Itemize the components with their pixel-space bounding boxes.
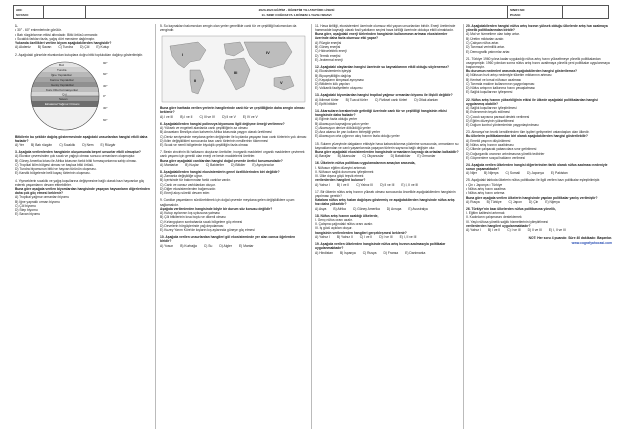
option[interactable]: C) I ve II <box>359 235 373 240</box>
q24-options <box>466 171 612 175</box>
option[interactable]: A) Yalnız I <box>315 182 330 187</box>
column-divider <box>463 24 464 429</box>
option[interactable]: C) Çocuk sayısına parasal destek verilmesi <box>466 114 530 119</box>
question-17: 17. Bir ülkenin nüfus artış hızının yüksek olması sonucunda öncelikle aşağıdakilerden hangisinin yapılması gerekir? <box>315 189 456 198</box>
diagram-label: İğne Yapraklılar <box>51 72 72 77</box>
option[interactable]: A) Yer <box>15 142 24 147</box>
q1-bullet: • Batı rüzgârlarının etkisi altındadır. Bitki örtüsü ormandır. <box>15 32 99 37</box>
option[interactable]: D) Step biyomu <box>15 208 38 213</box>
option[interactable]: C) Canlı ve cansız varlıklardan oluşur. <box>160 182 216 187</box>
map-marker: III <box>234 70 238 76</box>
option[interactable]: C) Tropikal iklim bölgesi olması ve başlıca bitki örtüsü. <box>15 162 94 167</box>
question-6: 6. Aşağıdakilerden hangisi polinezya biyomuna ilgili değişme örneği verilemez? <box>160 121 285 126</box>
option[interactable]: C) Fiziksel canlı türleri <box>374 97 408 102</box>
column-3 <box>315 24 460 255</box>
option[interactable]: C) III ve IV <box>199 114 216 119</box>
option[interactable]: A) Kutup ayılarının kış uykusuna yatması <box>160 211 220 216</box>
option[interactable]: D) Tundra biyomunun bitki ve hayvan türünün oluşması. <box>15 167 97 172</box>
option[interactable]: C) I ve III <box>507 228 521 233</box>
option[interactable]: E) Pakistan <box>550 171 568 176</box>
option[interactable]: C) Akarsuyun denize döküldüğü yerler <box>315 125 371 130</box>
option[interactable]: A) Ekosistemlerin işleyişi <box>315 69 352 74</box>
question-21: 21. Türkiye 1960 yılına kadar uyguladığı nüfus artış hızını yükseltmeye yönelik politikalardan vazgeçmiştir. 1960 yılından sonra nüfus artış hızını azaltmaya yönelik yeni politikalar uygulanmaya başlanmıştır. <box>466 56 610 69</box>
question-2: 2. Aşağıdaki görselde ekvatordan kutuplara doğru bitki toplulukları dağılışı gösterilmiştir. <box>15 52 143 57</box>
option[interactable]: A) Mal ve hizmetlere olan talep artar. <box>466 32 520 37</box>
option[interactable]: C) Japon <box>508 199 522 204</box>
option[interactable]: B) Türkiye <box>486 199 502 204</box>
diagram-label: Çöl <box>62 92 67 97</box>
exam-subtitle: 11. SINIF COĞRAFYA 1.DÖNEM 1.YAZILI SINAVI <box>261 12 332 17</box>
option[interactable]: C) Ülkede çalışacak yabancılara sınır getirilmesi <box>466 147 537 152</box>
footer-text: NOT: Her soru 4 puandır. Süre 40 dakikadır. Başarılar. <box>528 236 612 241</box>
option[interactable]: E) Göçmenlere sosyal hakların verilmesi <box>466 155 525 160</box>
option[interactable]: A) Rüzgâr enerjisi <box>315 40 342 45</box>
q1-bullet: • Sıcaklık farkları fazla, yağış dört mevsime dağılmıştır. <box>15 36 95 41</box>
option[interactable]: B) Anavatanı Brezilya olan kahvenin Afrika kıtasında yaygın olarak üretilmesi <box>160 130 272 135</box>
diagram-label: Savan <box>59 96 68 101</box>
score-label: PUANI: <box>510 12 521 17</box>
option[interactable]: E) Enerji akışı sürekli devam eder. <box>160 191 211 196</box>
option[interactable]: A) Yalnız I <box>466 228 481 233</box>
option[interactable]: B) I ve II <box>180 114 193 119</box>
diagram-label: Ekvatoral Yağmur Ormanı <box>45 101 80 106</box>
option[interactable]: E) Akarsuyun orta çığırının akış hızının fazla olduğu yerler <box>315 134 400 139</box>
option[interactable]: B) Batı rüzgârı <box>30 142 53 147</box>
option[interactable]: A) Akdeniz <box>15 45 31 50</box>
q23-question: Bu ülkelerin politikalarından biri olarak aşağıdakilerden hangisi gösterilebilir? <box>466 134 588 139</box>
option[interactable]: C) Yalnız III <box>356 182 374 187</box>
option[interactable]: C) Güney Amerika <box>352 206 380 211</box>
option[interactable]: E) I, II ve III <box>401 182 419 187</box>
map-marker: V <box>280 80 283 86</box>
option[interactable]: B) Kentsel ve kırsal nüfusun azalması <box>466 77 522 82</box>
q15-options <box>315 154 460 158</box>
q1-options <box>15 45 150 49</box>
option[interactable]: A) I ve III <box>160 114 174 119</box>
latitude-label: 60° <box>103 117 108 122</box>
option[interactable]: D) Bitkiler <box>231 162 246 167</box>
option[interactable]: D) Tarımsal verimlilik artar. <box>466 45 505 50</box>
option[interactable]: D) Ana akarsu ile yan kolların birleştiği yerler <box>315 130 381 135</box>
option[interactable]: A) Zamanla değişikliğe uğrar. <box>160 174 203 179</box>
q17-question: Katalara nüfus artış hızları dağılışını göstermiş ve aşağıdakilerden hangisinde nüfus artış hızı daha yüksektir? <box>315 198 455 207</box>
question-15: 15. Sularm yüzeyinde dalgaların etkisiyle hava kabarcıklarıma yüzlerine sonucunda, ormanların su kaynaklarından ve canlı yaşamlarında yaşayan türlerin sayısına bağlı değişim olur. <box>315 141 459 150</box>
latitude-label: 60° <box>103 71 108 76</box>
column-2 <box>160 24 307 248</box>
option[interactable]: D) Algler <box>219 243 232 248</box>
option[interactable]: D) Termik enerjisi <box>315 53 341 58</box>
diagram-label: Buz <box>59 62 65 67</box>
option[interactable]: C) Hidroelektrik enerji <box>315 49 347 54</box>
question-10: 10. Aşağıda verilen unsurlardan hangileri göl ekosisteminde yer alan cansız öğelerden biridir? <box>160 235 296 244</box>
option[interactable]: D) Develerin hörgüçlerinde yağ depolaması <box>160 223 224 228</box>
option[interactable]: A) Rusya <box>466 199 480 204</box>
option[interactable]: B) Kuşlar <box>185 162 199 167</box>
footer-link[interactable]: www.cografyahocasi.com <box>571 240 612 245</box>
column-1 <box>15 24 150 217</box>
option[interactable]: E) Avustralya <box>408 206 428 211</box>
option[interactable]: C) Kırlangıçların sonbaharda sıcak bölgelere göç etmesi <box>160 219 243 224</box>
question-12: 12. Aşağıdaki olaylardan hangisi üzerinde su kaynaklarının etkili olduğu söylenemez? <box>315 64 449 69</box>
map-marker: I <box>182 52 184 58</box>
option[interactable]: C) Rusya <box>362 250 377 255</box>
statement: I. Eğitim kalitesini artırmak <box>466 211 505 216</box>
column-divider <box>311 24 312 429</box>
option[interactable]: E) Ormanlar <box>417 154 436 159</box>
question-26: 26. Türkiye'nin bazı ülkelerden nüfus politikasına yönelik, <box>466 206 556 211</box>
q5-options <box>160 115 307 119</box>
diagram-label: Karma Yapraklılar <box>50 77 74 82</box>
statement: III. Yaşlı nüfusa yönelik sağlık hizmetlerinin iyileştirilmesi <box>466 219 548 224</box>
option[interactable]: A) İklimsel türler <box>315 97 339 102</box>
option[interactable]: B) Yalnız II <box>336 235 353 240</box>
q19-options <box>315 251 460 255</box>
option[interactable]: B) Savan <box>37 45 52 50</box>
option[interactable]: B) Akarsular <box>337 154 356 159</box>
q2-options <box>15 143 150 147</box>
statement: I. Genç nüfus oranı azalır. <box>315 217 353 222</box>
name-fill-area[interactable] <box>44 6 86 18</box>
question-22: 22. Nüfus artış hızının yüksekliğinin etkisi ile ülkede aşağıdaki politikalardan hangisi uygulanmış olabilir? <box>466 97 598 106</box>
option[interactable]: D) Fransa <box>383 250 399 255</box>
option[interactable]: E) Epifit bitkiler <box>315 101 337 106</box>
option[interactable]: E) IV ve V <box>242 114 258 119</box>
q26-options <box>466 228 612 232</box>
latitude-label: 30° <box>103 83 108 88</box>
option[interactable]: C) Deniz seviyesinde meydana gelen değişimler ile kıyılarda yaşayan bazı canlı türlerinin yok olması <box>160 134 307 139</box>
exam-title <box>86 6 508 18</box>
option[interactable]: B) Üretim miktarları azalır. <box>466 36 505 41</box>
q13-options <box>315 98 460 106</box>
surname-label: SOYADI: <box>16 12 29 17</box>
option[interactable]: B) Afrika <box>333 206 346 211</box>
option[interactable]: A) Eğimin fazla olduğu yerler <box>315 117 358 122</box>
latitude-label: 0° <box>103 93 106 98</box>
question-9: 9. Canlılar yaşamlarını sürdürebilmek için doğal çevrede meydana gelen değişikliklere uyum sağlamalıdır. <box>160 198 295 207</box>
q16-options <box>315 183 460 187</box>
option[interactable]: C) Çöl biyomu <box>15 203 36 208</box>
q5-question: Buna göre haritada verilen yerlerin hangilerinde canlı tür ve çeşitliliğinin daha zengin olması beklenir? <box>160 106 305 115</box>
option[interactable]: B) Tuzcul türler <box>345 97 368 102</box>
map-marker: IV <box>266 50 270 56</box>
world-map <box>160 34 307 104</box>
option[interactable]: E) Mantar <box>238 243 254 248</box>
column-4 <box>466 24 612 245</box>
option[interactable]: D) II ve III <box>527 228 542 233</box>
option[interactable]: A) Yalnız I <box>315 235 330 240</box>
option[interactable]: E) Kuzey Yarım Küre'de kışların kış aylarında güneye göç etmesi <box>160 228 255 233</box>
option[interactable]: C) Okyanuslar <box>362 154 384 159</box>
option[interactable]: C) Sıcaklık <box>59 142 76 147</box>
option[interactable]: B) Çöl bitkilerinin kısa boylu ve dikenli olması <box>160 215 226 220</box>
option[interactable]: B) İspanya <box>339 250 356 255</box>
question-8: 8. Aşağıdakilerden hangisi ekosistemlerin genel özelliklerinden biri değildir? <box>160 169 280 174</box>
option[interactable]: B) Akarsuyun kaynağına yakın yerler <box>315 121 369 126</box>
q7-question: Buna göre aşağıdaki canlılardan hangisi doğal çevrede üretici konumundadır? <box>160 158 283 163</box>
option[interactable]: D) Eğitim düzeyinin yükseltilmesi <box>466 118 515 123</box>
option[interactable]: C) Somali <box>505 171 520 176</box>
statement: II. Çalışma çağındaki nüfus oranı azalır. <box>315 222 373 227</box>
latitude-label: 30° <box>103 105 108 110</box>
statement: • Nüfus artış hızını artırma <box>466 191 505 196</box>
question-13: 13. Aşağıdaki biyomlardan hangisi tropikal yağmur ormanları biyomu ile ilişkili değildir? <box>315 93 453 98</box>
option[interactable]: E) Sağlık koşullarının iyileşmesi <box>466 90 513 95</box>
option[interactable]: D) Çöl <box>80 45 90 50</box>
statement: III. İş gücü açıkları oluşur. <box>315 226 353 231</box>
exam-header <box>13 5 609 19</box>
statement: I. Nüfusun eğitim düzeyini artırmak <box>315 165 366 170</box>
diagram-label: Kuru Otlu Formasyonlar <box>46 87 78 92</box>
option[interactable]: D) Japonya <box>526 171 544 176</box>
option[interactable]: B) İçerisinde tür bakımından farklı canlılar vardır. <box>160 178 231 183</box>
option[interactable]: E) Rüzgâr <box>100 142 116 147</box>
option[interactable]: B) Güney Amerika kıtası ile Afrika kıtasının farklı bitki formasyonlarına sahip olması. <box>15 158 138 163</box>
option[interactable]: E) Doğum kontrol yöntemlerinin yaygınlaştırılması <box>466 123 539 128</box>
option[interactable]: B) Güneş enerjisi <box>315 45 341 50</box>
option[interactable]: E) Sıcak ve nemli bölgelerde biyolojik çeşitliliğin fazla olması <box>160 143 249 148</box>
q7-options <box>160 163 307 167</box>
latitude-label: 90° <box>103 60 108 65</box>
question-14: 14. Akarsuların beraberinde getirdiği üzerinde canlı tür ve çeşitliliği hangisinin etkisi hangisinde daha fazladır? <box>315 108 447 118</box>
question-3: 3. Aşağıda verilenlerden hangisinin oluşumunda beşeri unsurlar etkili olmuştur? <box>15 150 141 155</box>
option[interactable]: B) Kurbağa <box>180 243 197 248</box>
q1-bullet: • 30° - 60° enlemlerinde görülür. <box>15 28 62 33</box>
option[interactable]: A) Mantarlar <box>160 162 179 167</box>
q4-question: Buna göre aşağıda verilen biyomlardan hangisinde yaşayan hayvanların diğerlerinden daha çok göç etmesi beklenir? <box>15 186 150 196</box>
question-4: 4. Yiyeceklerin sıcaklık ve yağış koşullarına değişmesine bağlı olarak bazı hayvanlar göç ederek yaşamlarını devam ettirebilirler. <box>15 178 145 187</box>
statement: II. Nüfusun sağlık durumunu iyileştirmek <box>315 169 374 174</box>
option[interactable]: A) Ekvator çevresinden çok sıcak ve yağışlı olması sonucu ormanların oluşmuştur. <box>15 154 136 159</box>
score-fill-area[interactable] <box>563 6 608 18</box>
question-5: 5. Su kaynakları bakımından zengin olan yerler genellikle canlı tür ve çeşitliliği bakımından da zengindir. <box>160 24 297 33</box>
option[interactable]: D) Avrupa <box>386 206 402 211</box>
question-23: 23. Almanya'nın teorik kendilerinden tüm işçileri gelişmeleri vatandaşları olan ülkedir. <box>466 130 590 135</box>
option[interactable]: B) Evlenmenin teşvik edilmesi <box>466 110 510 115</box>
option[interactable]: A) Tropikal yağmur ormanları biyomu <box>15 195 70 200</box>
option[interactable]: B) I ve II <box>487 228 501 233</box>
question-19: 19. Aşağıda verilen ülkelerden hangisinde nüfus artış hızının azalmasıyla politikalar uygulanmaktadır? <box>315 242 446 251</box>
statement: II. Kadınların çalışmasını desteklemek <box>466 215 522 220</box>
q2-question: Bitkilerin bu şekilde dağılış göstermesinde aşağıdaki unsurlardan hangisi etkili daha fazladır? <box>15 134 148 143</box>
option[interactable]: D) Doğurganlık oranının artırılmasına yönelik tedbirler <box>466 151 545 156</box>
option[interactable]: D) Çin <box>528 199 539 204</box>
option[interactable]: D) II ve III <box>380 182 395 187</box>
option[interactable]: C) Tarımda makine kullanımının yaygınlaşması <box>466 81 535 86</box>
q17-options <box>315 207 460 211</box>
option[interactable]: D) II ve V <box>222 114 236 119</box>
option[interactable]: E) I, II ve III <box>399 235 417 240</box>
option[interactable]: C) Çalışan nüfus artar. <box>466 40 499 45</box>
option[interactable]: E) Jeotermal enerji <box>315 57 343 62</box>
q11-question: Buna göre, aşağıdaki enerji türlerinden hangisinin kullanımının artması ekosistemler üzerinde daha fazla olumsuz etki yapar? <box>315 32 448 41</box>
question-1-number: 1. <box>15 24 18 28</box>
q18-options <box>315 235 460 239</box>
q26-question: verilenlerden hangileri uygulanmaktadır? <box>466 224 531 229</box>
option[interactable]: B) Biyoçeşitliliğin dağılışı <box>315 73 352 78</box>
name-label: ADI: <box>16 7 23 12</box>
statement: • Nüfus artış hızını azaltma <box>466 186 506 191</box>
q15-question: Buna göre aşağıdaki ekosistemlerden hangisinde ormanların kaynağı da ortadan kalkabilir? <box>315 149 459 154</box>
q9-question: Aşağıda verilenlerden hangisinde böyle bir durum söz konusu değildir? <box>160 206 273 211</box>
option[interactable]: E) Nijerya <box>545 199 560 204</box>
vegetation-zone-diagram <box>15 59 150 133</box>
option[interactable]: C) Su <box>203 243 213 248</box>
option[interactable]: D) İklim değişiklikleri sonucunda bazı canlı türlerinin nesillerinin tükenmesi <box>160 138 268 143</box>
option[interactable]: A) Sağlık koşullarının iyileştirilmesi <box>466 105 517 110</box>
statement: • Çin • Japonya • Türkiye <box>466 182 503 187</box>
option[interactable]: B) Nijerya <box>484 171 499 176</box>
q10-options <box>160 244 307 248</box>
footer-link-row <box>466 241 612 245</box>
option[interactable]: E) Kutup <box>96 45 110 50</box>
question-7: 7. Besin zincirinin ilk halkasını oluşturan üreticiler, inorganik maddeleri organik maddelere çevirerek canlı yaşamı için gerekli olan enerji ve besin maddelerini üretirler. <box>160 150 305 159</box>
option[interactable]: D) I ve III <box>379 235 393 240</box>
question-11: 11. Hava kirliliği, ekosistemleri üzerinde olumsuz etki yapan unsurlardan biridir. Enerji üretiminde hammadde kaynağı olarak fosil yakıtların seçimi hava kirliliği üzerinde oldukça etkili olmaktadır. <box>315 24 456 33</box>
option[interactable]: C) Kayaçların kimyasal ayrışması <box>315 77 364 82</box>
option[interactable]: C) Tundra <box>58 45 73 50</box>
q21-question: Bu durumun nedenleri arasında aşağıdakilerden hangisi gösterilemez? <box>466 69 578 74</box>
option[interactable]: D) Bataklıklar <box>390 154 411 159</box>
question-25: 25. Aşağıdaki tabloda ülkelerin nüfus politikaları ile ilgili verilen bazı politikalar eşleştirilmiştir. <box>466 178 601 183</box>
option[interactable]: E) Savan biyomu <box>15 212 41 217</box>
class-label: SINIFI NO: <box>510 7 526 12</box>
option[interactable]: E) Demografik yatırımlar artar. <box>466 49 511 54</box>
question-18: 18. Nüfus artış hızının azaldığı ülkelerde, <box>315 213 379 218</box>
option[interactable]: E) Karstik bölgelerde belli kayaç türlerinin oluşması. <box>15 171 91 176</box>
option[interactable]: A) Nüfusun hızlı artışı nedeniyle tüketim miktarının artması <box>466 73 552 78</box>
option[interactable]: E) Danimarka <box>405 250 426 255</box>
diagram-label: Tundra <box>57 67 67 72</box>
q25-options <box>466 200 612 204</box>
option[interactable]: D) Nüfus artışının kalkınma hızını yavaşlatması <box>466 86 536 91</box>
option[interactable]: D) Bitkilerin kök yapıları <box>315 82 350 87</box>
map-marker: II <box>194 78 197 84</box>
statement: III. Ülke dışına göçü teşvik etmek <box>315 174 364 179</box>
option[interactable]: E) Ayrıştırıcılar <box>252 162 274 167</box>
name-labels <box>14 6 44 18</box>
option[interactable]: B) İğne yapraklı orman biyomu <box>15 199 60 204</box>
option[interactable]: A) Nijer <box>466 171 477 176</box>
option[interactable]: A) Yosun <box>160 243 174 248</box>
option[interactable]: C) Bakteriler <box>205 162 225 167</box>
diagram-label: Geniş Yapraklılar <box>51 82 74 87</box>
option[interactable]: D) Otlak alanları <box>414 97 439 102</box>
option[interactable]: A) Barajlar <box>315 154 331 159</box>
q16-question: verilenlerden hangileri bulunur? <box>315 178 366 183</box>
option[interactable]: E) I, II ve III <box>548 228 566 233</box>
option[interactable]: A) Asya <box>315 206 327 211</box>
option[interactable]: E) Volkanik faaliyetlerin oluşumu <box>315 86 363 91</box>
q25-question: Buna göre aşağıda verilen ülkelerin hangisinde yapılan politikalar yanlış verilmiştir? <box>466 195 598 200</box>
option[interactable]: A) Emekli yaşının düşürülmesi <box>466 138 511 143</box>
question-24: 24. Aşağıda verilen ülkelerden hangisi diğerlerinden farklı olarak nüfus azalması nedeniyle sorun yaşamaktadır? <box>466 162 608 172</box>
school-title: 2023-2024 EĞİTİM - ÖĞRETİM YILI ATATÜRK LİSESİ <box>258 7 335 12</box>
option[interactable]: A) Yüksek ve engebeli alanlarda canlı çeşitliliğinin az olması <box>160 125 248 130</box>
q18-question: hangisinin verilenlerden hangileri gerçekleşmesi beklenir? <box>315 230 407 235</box>
q1-question: Yukarıda özellikleri verilen biyom aşağıdakilerden hangisidir? <box>15 41 112 46</box>
option[interactable]: A) Hindistan <box>315 250 333 255</box>
option[interactable]: D) Nem <box>82 142 94 147</box>
column-divider <box>155 24 156 429</box>
option[interactable]: D) Diğer ekosistemlerden bağımsızdır. <box>160 187 217 192</box>
question-20: 20. Aşağıdakilerden hangisi nüfus artış hızının yüksek olduğu ülkelerde artış hızı azalmaya yönelik politikalarından biridir? <box>466 24 608 33</box>
question-16: 16. Ülkelerin nüfus politikası uygulamalarının amaçları arasında, <box>315 161 416 166</box>
class-info <box>508 6 563 18</box>
zone-ice <box>31 62 99 67</box>
option[interactable]: B) I ve II <box>336 182 350 187</box>
option[interactable]: B) Nüfus artış hızının azaltılması <box>466 143 514 147</box>
